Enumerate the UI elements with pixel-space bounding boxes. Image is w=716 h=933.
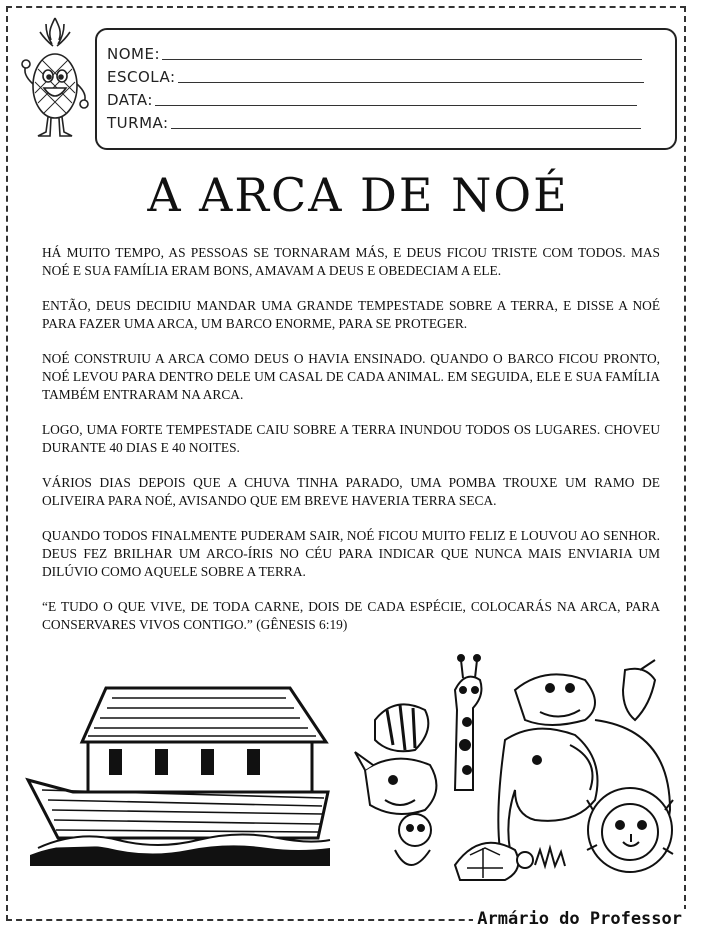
date-label: DATA: bbox=[107, 91, 153, 109]
class-line[interactable] bbox=[171, 114, 641, 129]
paragraph-1: HÁ MUITO TEMPO, AS PESSOAS SE TORNARAM MÁS, E DEUS FICOU TRISTE COM TODOS. MAS NOÉ E SUA FAMÍLIA ERAM BONS, AMAVAM A DEUS E OBEDECIAM A ELE. bbox=[42, 245, 660, 278]
credit-label: Armário do Professor bbox=[473, 909, 686, 929]
paragraph-2: ENTÃO, DEUS DECIDIU MANDAR UMA GRANDE TEMPESTADE SOBRE A TERRA, E DISSE A NOÉ PARA FAZER UMA ARCA, UM BARCO ENORME, PARA SE PROTEGER. bbox=[42, 298, 660, 331]
pineapple-mascot-icon bbox=[18, 14, 92, 144]
info-row-date bbox=[107, 86, 675, 109]
paragraph-7: “E TUDO O QUE VIVE, DE TODA CARNE, DOIS DE CADA ESPÉCIE, COLOCARÁS NA ARCA, PARA CONSERVARES VIVOS CONTIGO.” (GÊNESIS 6:19) bbox=[42, 599, 660, 632]
school-line[interactable] bbox=[178, 68, 644, 83]
info-row-name bbox=[107, 40, 675, 63]
info-row-class bbox=[107, 109, 675, 132]
name-label: NOME: bbox=[107, 45, 161, 63]
class-label: TURMA: bbox=[107, 114, 169, 132]
ark-illustration-icon bbox=[28, 680, 333, 870]
school-label: ESCOLA: bbox=[107, 68, 176, 86]
paragraph-5: VÁRIOS DIAS DEPOIS QUE A CHUVA TINHA PARADO, UMA POMBA TROUXE UM RAMO DE OLIVEIRA PARA NOÉ, AVISANDO QUE EM BREVE HAVERIA TERRA SECA. bbox=[42, 475, 660, 508]
name-line[interactable] bbox=[162, 45, 642, 60]
date-line[interactable] bbox=[155, 91, 637, 106]
student-info-box bbox=[95, 28, 677, 150]
story-text bbox=[42, 244, 660, 632]
animals-illustration-icon bbox=[355, 650, 675, 890]
paragraph-4: LOGO, UMA FORTE TEMPESTADE CAIU SOBRE A TERRA INUNDOU TODOS OS LUGARES. CHOVEU DURANTE 40 DIAS E 40 NOITES. bbox=[42, 422, 660, 455]
paragraph-6: QUANDO TODOS FINALMENTE PUDERAM SAIR, NOÉ FICOU MUITO FELIZ E LOUVOU AO SENHOR. DEUS FEZ BRILHAR UM ARCO-ÍRIS NO CÉU PARA INDICAR QUE NUNCA MAIS ENVIARIA UM DILÚVIO COMO AQUELE SOBRE A TERRA. bbox=[42, 528, 660, 579]
paragraph-3: NOÉ CONSTRUIU A ARCA COMO DEUS O HAVIA ENSINADO. QUANDO O BARCO FICOU PRONTO, NOÉ LEVOU PARA DENTRO DELE UM CASAL DE CADA ANIMAL. EM SEGUIDA, ELE E SUA FAMÍLIA TAMBÉM ENTRARAM NA ARCA. bbox=[42, 351, 660, 402]
page-title: A ARCA DE NOÉ bbox=[147, 168, 569, 222]
info-row-school bbox=[107, 63, 675, 86]
